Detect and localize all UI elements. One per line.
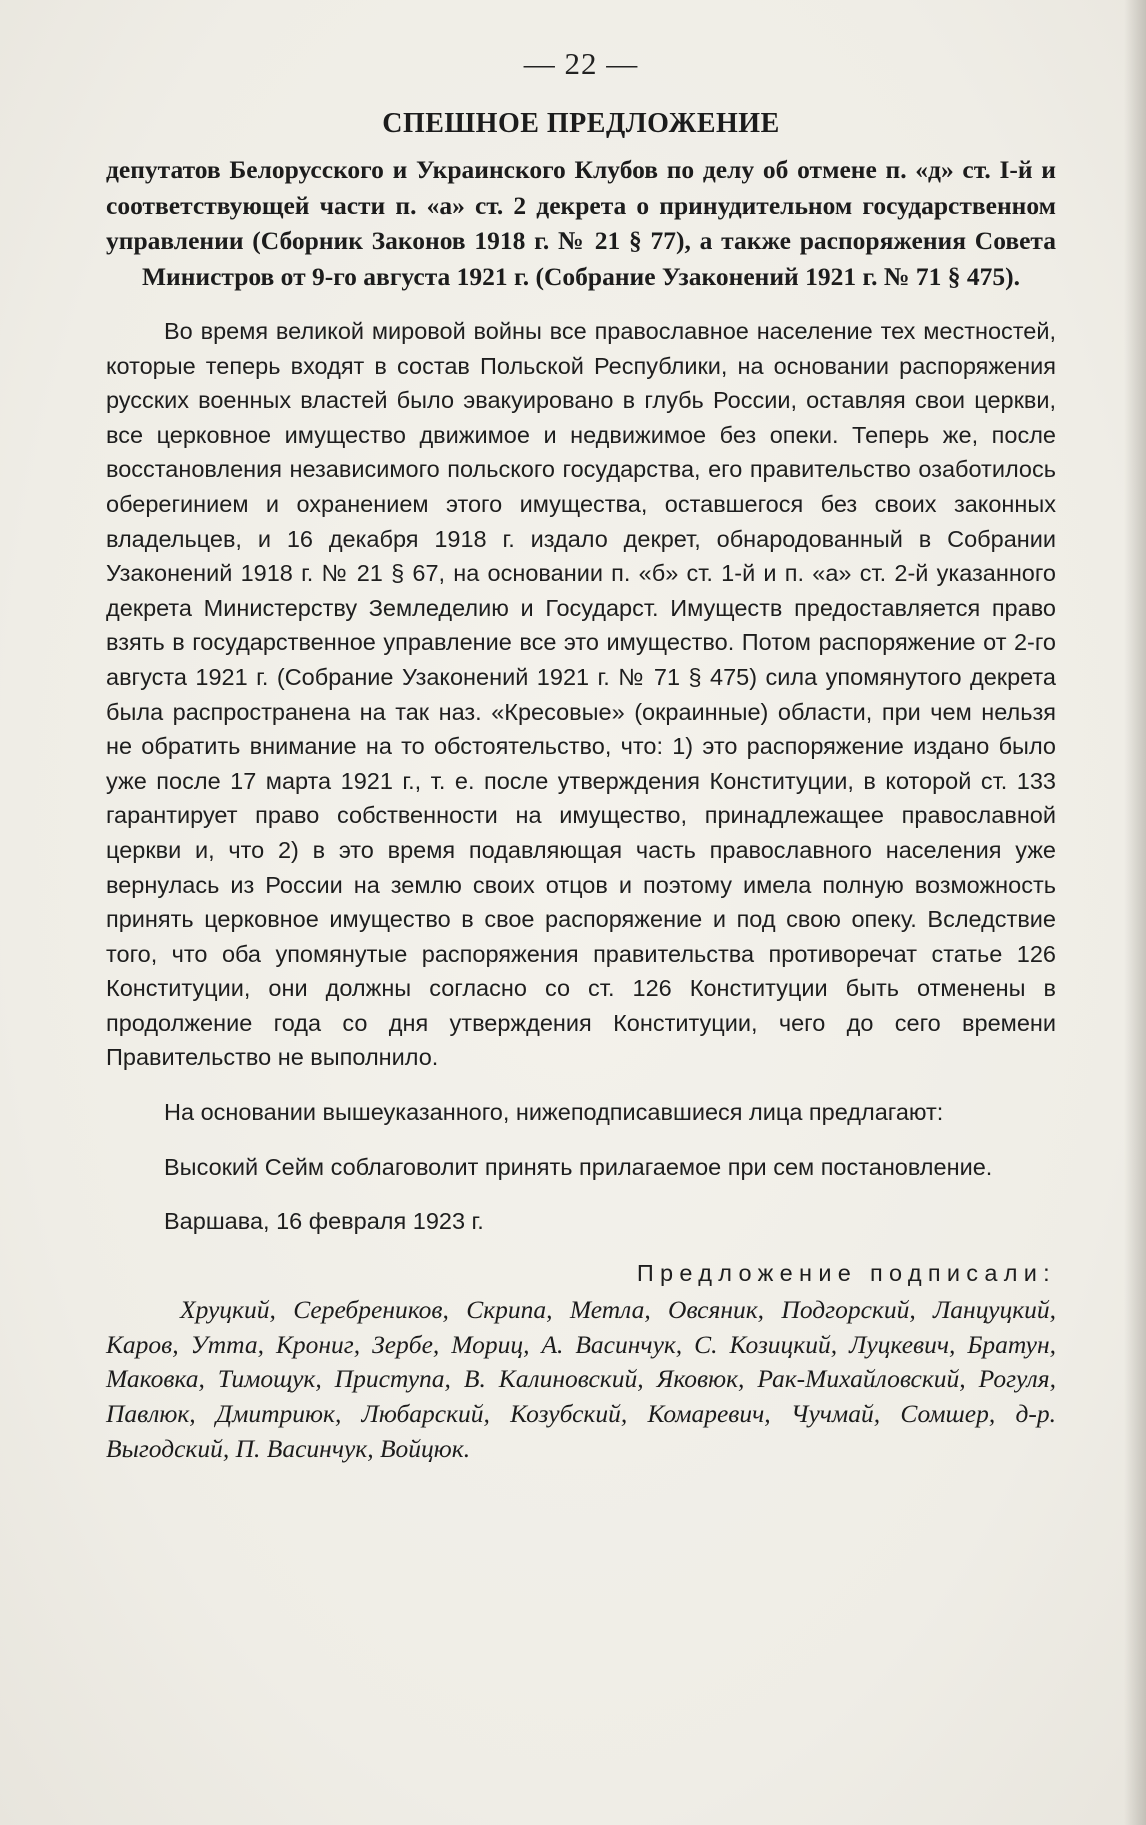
body-paragraph-proposal: На основании вышеуказанного, нижеподписавшиеся лица предлагают: xyxy=(164,1099,944,1126)
document-subtitle: депутатов Белорусского и Украинского Клубов по делу об отмене п. «д» ст. І-й и соответствующей части п. «а» ст. 2 декрета о принудительном государственном управлении (Сборник Законов 1918 г. № 21 § 77), а также распоряжения Совета Министров от 9-го августа 1921 г. (Собрание Узаконений 1921 г. № 71 § 475). xyxy=(106,155,1056,291)
place-date-line: Варшава, 16 февраля 1923 г. xyxy=(164,1208,484,1235)
page-edge-shadow xyxy=(1124,0,1146,1825)
body-paragraph-resolution: Высокий Сейм соблаговолит принять прилагаемое при сем постановление. xyxy=(164,1153,993,1180)
document-content xyxy=(106,46,1056,1466)
signatories-list: Хруцкий, Серебреников, Скрипа, Метла, Овсяник, Подгорский, Ланцуцкий, Каров, Утта, Крониг, Зербе, Мориц, А. Васинчук, С. Козицкий, Луцкевич, Братун, Маковка, Тимощук, Приступа, В. Калиновский, Яковюк, Рак-Михайловский, Рогуля, Павлюк, Дмитриюк, Любарский, Козубский, Комаревич, Чучмай, Сомшер, д-р. Выгодский, П. Васинчук, Войцюк. xyxy=(106,1295,1056,1463)
page-number: — 22 — xyxy=(523,46,639,81)
body-paragraph-main: Во время великой мировой войны все православное население тех местностей, которые теперь входят в состав Польской Республики, на основании распоряжения русских военных властей было эвакуировано в глубь России, оставляя свои церкви, все церковное имущество движимое и недвижимое без опеки. Теперь же, после восстановления независимого польского государства, его правительство озаботилось оберегинием и охранением этого имущества, оставшегося без своих законных владельцев, и 16 декабря 1918 г. издало декрет, обнародованный в Собрании Узаконений 1918 г. № 21 § 67, на основании п. «б» ст. 1-й и п. «а» ст. 2-й указанного декрета Министерству Земледелию и Государст. Имуществ предоставляется право взять в государственное управление все это имущество. Потом распоряжение от 2-го августа 1921 г. (Собрание Узаконений 1921 г. № 71 § 475) сила упомянутого декрета была распространена на так наз. «Кресовые» (окраинные) области, при чем нельзя не обратить внимание на то обстоятельство, что: 1) это распоряжение издано было уже после 17 марта 1921 г., т. е. после утверждения Конституции, в которой ст. 133 гарантирует право собственности на имущество, принадлежащее православной церкви и, что 2) в это время подавляющая часть православного населения уже вернулась из России на землю своих отцов и поэтому имела полную возможность принять церковное имущество в свое распоряжение и под свою опеку. Вследствие того, что оба упомянутые распоряжения правительства противоречат статье 126 Конституции, они должны согласно со ст. 126 Конституции быть отменены в продолжение года со дня утверждения Конституции, чего до сего времени Правительство не выполнило. xyxy=(106,318,1056,1071)
document-title: СПЕШНОЕ ПРЕДЛОЖЕНИЕ xyxy=(382,108,780,139)
signatories-header: Предложение подписали: xyxy=(636,1260,1056,1287)
